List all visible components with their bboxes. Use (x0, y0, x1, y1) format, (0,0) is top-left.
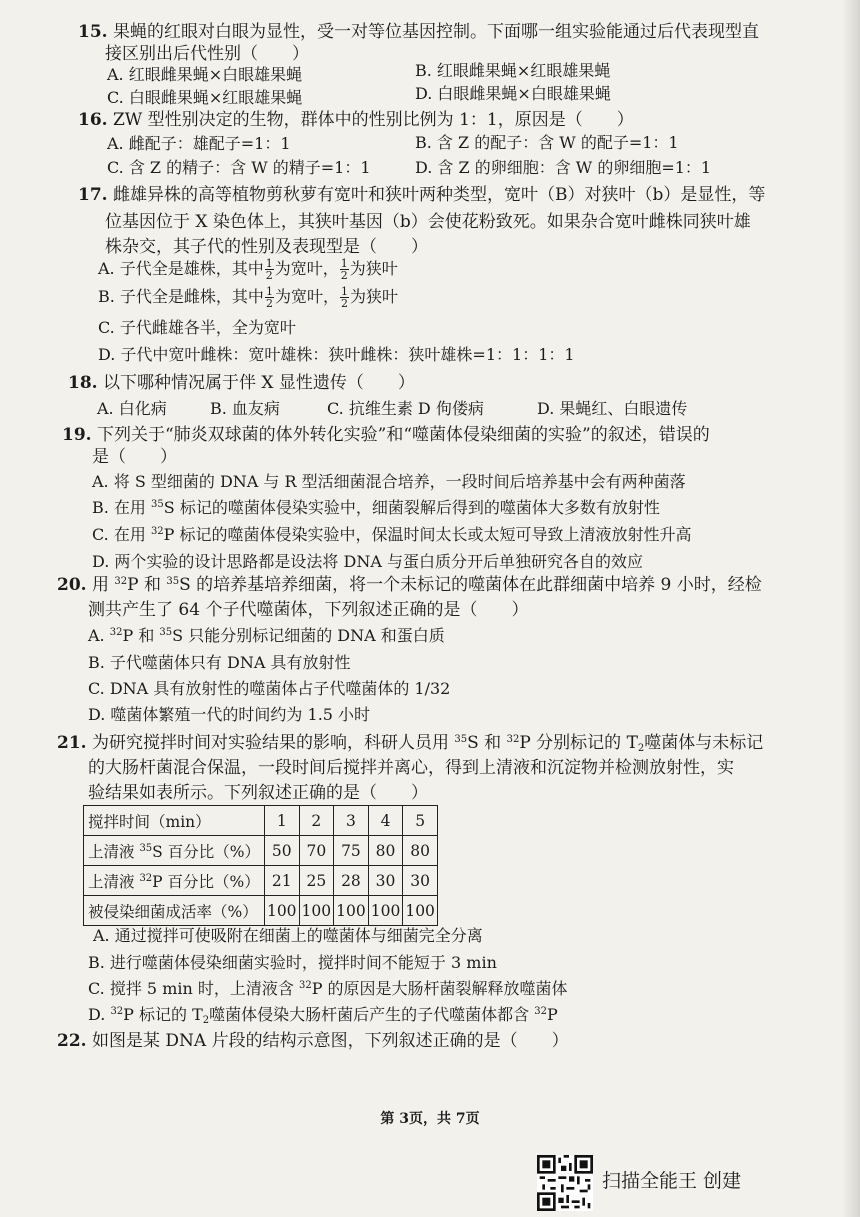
table-cell: 100 (299, 896, 334, 926)
option-21a: A. 通过搅拌可使吸附在细菌上的噬菌体与细菌完全分离 (93, 926, 483, 945)
table-cell: 100 (334, 896, 369, 926)
option-19c: C. 在用 $^{32}$P 标记的噬菌体侵染实验中，保温时间太长或太短可导致上清液放射性升高 (92, 525, 692, 544)
option-15a: A. 红眼雌果蝇×白眼雄果蝇 (107, 65, 303, 84)
results-table (83, 805, 438, 926)
table-row (84, 896, 438, 926)
question-17-stem-cont: 位基因位于 X 染色体上，其狭叶基因（b）会使花粉致死。如果杂合宽叶雌株同狭叶雄 (105, 212, 751, 232)
option-21b: B. 进行噬菌体侵染细菌实验时，搅拌时间不能短于 3 min (88, 953, 497, 972)
option-17d: D. 子代中宽叶雌株：宽叶雄株：狭叶雌株：狭叶雄株=1：1：1：1 (98, 345, 575, 364)
option-20c: C. DNA 具有放射性的噬菌体占子代噬菌体的 1/32 (88, 679, 451, 698)
option-18a: A. 白化病 (97, 399, 167, 418)
table-cell: 80 (368, 836, 403, 866)
question-22-stem: 22. 如图是某 DNA 片段的结构示意图，下列叙述正确的是（ ） (57, 1031, 569, 1051)
table-cell: 21 (264, 866, 299, 896)
option-15c: C. 白眼雌果蝇×红眼雄果蝇 (107, 88, 303, 107)
table-row (84, 836, 438, 866)
scanner-watermark: 扫描全能王 创建 (602, 1170, 742, 1192)
row-label: 搅拌时间（min） (84, 806, 265, 836)
option-17a: A. 子代全是雄株，其中 $\frac{1}{2}$ 为宽叶， $\frac{1}{2}$ 为狭叶 (98, 257, 398, 282)
qr-code-icon (537, 1155, 593, 1211)
row-label: 上清液 $^{35}$S 百分比（%） (84, 836, 265, 866)
question-17-stem-cont2: 株杂交，其子代的性别及表现型是（ ） (105, 237, 428, 257)
option-21c: C. 搅拌 5 min 时，上清液含 $^{32}$P 的原因是大肠杆菌裂解释放噬菌体 (88, 979, 568, 998)
option-20d: D. 噬菌体繁殖一代的时间约为 1.5 小时 (88, 705, 371, 724)
table-cell: 75 (334, 836, 369, 866)
option-19a: A. 将 S 型细菌的 DNA 与 R 型活细菌混合培养，一段时间后培养基中会有两种菌落 (92, 472, 686, 491)
table-cell: 70 (299, 836, 334, 866)
table-cell: 28 (334, 866, 369, 896)
question-15-stem-cont: 接区别出后代性别（ ） (105, 44, 309, 64)
row-label: 被侵染细菌成活率（%） (84, 896, 265, 926)
fraction: $\frac{1}{2}$ (265, 285, 273, 310)
table-cell: 1 (264, 806, 299, 836)
table-row (84, 866, 438, 896)
table-cell: 25 (299, 866, 334, 896)
option-16a: A. 雌配子：雄配子=1：1 (107, 134, 291, 153)
table-cell: 2 (299, 806, 334, 836)
option-20b: B. 子代噬菌体只有 DNA 具有放射性 (88, 653, 351, 672)
table-cell: 30 (403, 866, 438, 896)
option-21d: D. $^{32}$P 标记的 $T_2$噬菌体侵染大肠杆菌后产生的子代噬菌体都含 $^{32}$P (88, 1005, 558, 1026)
option-19d: D. 两个实验的设计思路都是设法将 DNA 与蛋白质分开后单独研究各自的效应 (92, 552, 643, 571)
fraction: $\frac{1}{2}$ (340, 285, 348, 310)
fraction: $\frac{1}{2}$ (340, 257, 348, 282)
question-21-stem-cont: 的大肠杆菌混合保温，一段时间后搅拌并离心，得到上清液和沉淀物并检测放射性，实 (88, 758, 734, 778)
option-16c: C. 含 Z 的精子：含 W 的精子=1：1 (107, 158, 371, 177)
table-cell: 80 (403, 836, 438, 866)
option-20a: A. $^{32}$P 和 $^{35}$S 只能分别标记细菌的 DNA 和蛋白质 (88, 626, 445, 645)
page-edge-shadow (842, 0, 860, 1217)
table-cell: 30 (368, 866, 403, 896)
option-18b: B. 血友病 (210, 399, 280, 418)
option-15b: B. 红眼雌果蝇×红眼雄果蝇 (415, 61, 611, 80)
question-17-stem: 17. 雌雄异株的高等植物剪秋萝有宽叶和狭叶两种类型，宽叶（B）对狭叶（b）是显性，等 (78, 185, 766, 205)
question-20-stem: 20. 用 $^{32}$P 和 $^{35}$S 的培养基培养细菌，将一个未标记的噬菌体在此群细菌中培养 9 小时，经检 (57, 575, 762, 595)
fraction: $\frac{1}{2}$ (265, 257, 273, 282)
page-footer: 第 3页，共 7页 (380, 1111, 480, 1127)
question-20-stem-cont: 测共产生了 64 个子代噬菌体，下列叙述正确的是（ ） (88, 600, 529, 620)
question-18-stem: 18. 以下哪种情况属于伴 X 显性遗传（ ） (68, 373, 415, 393)
question-16-stem: 16. ZW 型性别决定的生物，群体中的性别比例为 1：1，原因是（ ） (78, 110, 634, 130)
option-18c: C. 抗维生素 D 佝偻病 (327, 399, 484, 418)
question-15-stem: 15. 果蝇的红眼对白眼为显性，受一对等位基因控制。下面哪一组实验能通过后代表现型直 (78, 22, 759, 42)
question-number: 15. (78, 22, 108, 42)
table-cell: 5 (403, 806, 438, 836)
row-label: 上清液 $^{32}$P 百分比（%） (84, 866, 265, 896)
option-19b: B. 在用 $^{35}$S 标记的噬菌体侵染实验中，细菌裂解后得到的噬菌体大多数有放射性 (92, 498, 660, 517)
table-cell: 4 (368, 806, 403, 836)
option-17c: C. 子代雌雄各半，全为宽叶 (98, 318, 296, 337)
option-16d: D. 含 Z 的卵细胞：含 W 的卵细胞=1：1 (415, 158, 712, 177)
table-cell: 3 (334, 806, 369, 836)
option-18d: D. 果蝇红、白眼遗传 (537, 399, 688, 418)
table-cell: 100 (264, 896, 299, 926)
option-16b: B. 含 Z 的配子：含 W 的配子=1：1 (415, 133, 679, 152)
table-row (84, 806, 438, 836)
question-19-stem: 19. 下列关于“肺炎双球菌的体外转化实验”和“噬菌体侵染细菌的实验”的叙述，错误的 (62, 425, 710, 445)
question-19-stem-cont: 是（ ） (92, 447, 177, 467)
table-cell: 100 (403, 896, 438, 926)
question-21-stem: 21. 为研究搅拌时间对实验结果的影响，科研人员用 $^{35}$S 和 $^{32}$P 分别标记的 $T_2$噬菌体与未标记 (57, 733, 764, 754)
table-cell: 50 (264, 836, 299, 866)
option-17b: B. 子代全是雌株，其中 $\frac{1}{2}$ 为宽叶， $\frac{1}{2}$ 为狭叶 (98, 285, 398, 310)
option-15d: D. 白眼雌果蝇×白眼雄果蝇 (415, 84, 611, 103)
question-21-stem-cont2: 验结果如表所示。下列叙述正确的是（ ） (88, 783, 428, 803)
table-cell: 100 (368, 896, 403, 926)
